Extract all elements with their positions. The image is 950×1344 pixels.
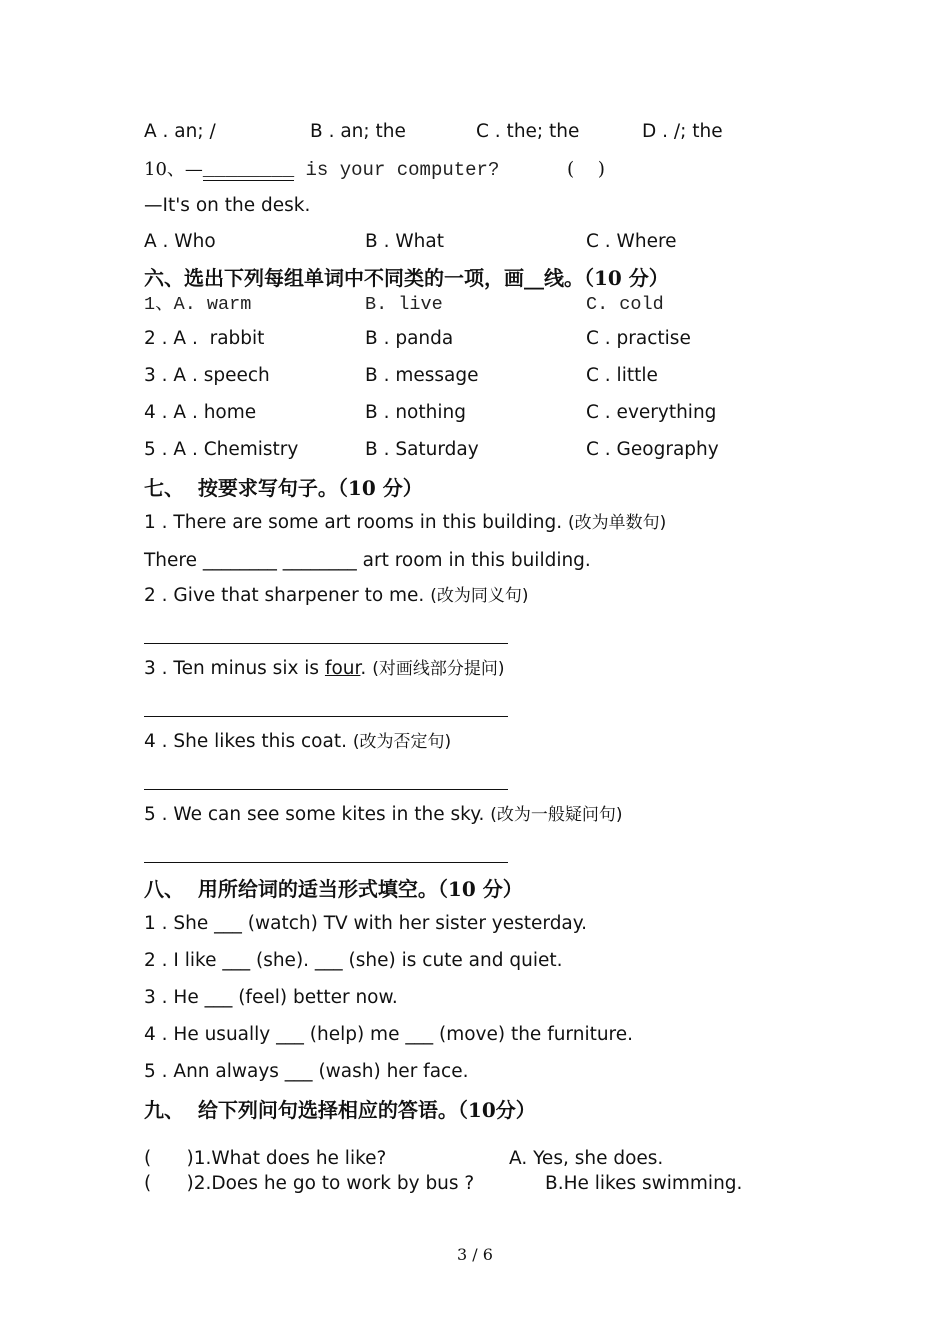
q10-text: is your computer? bbox=[294, 159, 500, 181]
sec7-q5-answer-line[interactable] bbox=[144, 862, 508, 863]
q10-prefix: 10、— bbox=[144, 159, 203, 180]
section-6-title: 六、选出下列每组单词中不同类的一项，画__线。（10 分） bbox=[144, 266, 669, 290]
sec9-q1: ( )1.What does he like? bbox=[144, 1148, 387, 1169]
sec7-q5 bbox=[144, 806, 623, 825]
q10-option-b: B . What bbox=[365, 231, 444, 252]
q9-option-c: C . the; the bbox=[476, 121, 580, 142]
sec6-row4-c: C . everything bbox=[586, 402, 717, 423]
sec7-q5-text: 5 . We can see some kites in the sky. bbox=[144, 804, 491, 825]
sec6-row5-a: 5 . A . Chemistry bbox=[144, 439, 299, 460]
sec6-row1-a: 1、A. warm bbox=[144, 294, 252, 315]
sec7-q1-answer: There ________ ________ art room in this building. bbox=[144, 550, 591, 571]
sec6-row5-c: C . Geography bbox=[586, 439, 719, 460]
sec6-row3-b: B . message bbox=[365, 365, 479, 386]
sec7-q4-note: (改为否定句) bbox=[352, 732, 452, 752]
sec8-item-3: 3 . He ___ (feel) better now. bbox=[144, 987, 398, 1008]
sec9-a1: A. Yes, she does. bbox=[509, 1148, 664, 1169]
sec7-q3 bbox=[144, 660, 504, 679]
sec7-q2-answer-line[interactable] bbox=[144, 643, 508, 644]
sec9-a2: B.He likes swimming. bbox=[545, 1173, 743, 1194]
sec6-row2-a: 2 . A . rabbit bbox=[144, 328, 265, 349]
q10-blank: ________ bbox=[202, 159, 295, 181]
sec8-item-2: 2 . I like ___ (she). ___ (she) is cute and quiet. bbox=[144, 950, 563, 971]
sec7-q2-note: (改为同义句) bbox=[430, 586, 529, 606]
sec6-row4-a: 4 . A . home bbox=[144, 402, 257, 423]
sec7-q3-pre: 3 . Ten minus six is bbox=[144, 658, 325, 679]
sec7-q4-answer-line[interactable] bbox=[144, 789, 508, 790]
q9-option-b: B . an; the bbox=[310, 121, 406, 142]
sec6-row2-b: B . panda bbox=[365, 328, 454, 349]
sec8-item-5: 5 . Ann always ___ (wash) her face. bbox=[144, 1061, 469, 1082]
section-8-title: 八、 用所给词的适当形式填空。（10 分） bbox=[144, 877, 523, 901]
sec8-item-4: 4 . He usually ___ (help) me ___ (move) the furniture. bbox=[144, 1024, 634, 1045]
q10-answer-paren: ( ) bbox=[567, 159, 605, 180]
sec7-q1 bbox=[144, 514, 666, 533]
sec7-q2-text: 2 . Give that sharpener to me. bbox=[144, 585, 431, 606]
q10-option-a: A . Who bbox=[144, 231, 216, 252]
sec8-item-1: 1 . She ___ (watch) TV with her sister yesterday. bbox=[144, 913, 587, 934]
sec7-q5-note: (改为一般疑问句) bbox=[490, 805, 623, 825]
q10-question bbox=[144, 161, 499, 181]
sec7-q3-underlined: four bbox=[324, 658, 361, 679]
sec6-row4-b: B . nothing bbox=[365, 402, 466, 423]
section-9-title: 九、 给下列问句选择相应的答语。（10分） bbox=[144, 1098, 536, 1122]
sec7-q3-post: . bbox=[360, 658, 373, 679]
sec7-q4-text: 4 . She likes this coat. bbox=[144, 731, 353, 752]
sec6-row2-c: C . practise bbox=[586, 328, 691, 349]
sec7-q1-text: 1 . There are some art rooms in this building. bbox=[144, 512, 569, 533]
sec7-q4 bbox=[144, 733, 451, 752]
q9-option-a: A . an; / bbox=[144, 121, 216, 142]
sec6-row3-a: 3 . A . speech bbox=[144, 365, 270, 386]
page-number: 3 / 6 bbox=[457, 1245, 493, 1264]
q10-answer-line: —It's on the desk. bbox=[144, 195, 311, 216]
section-7-title: 七、 按要求写句子。（10 分） bbox=[144, 476, 423, 500]
sec7-q3-note: (对画线部分提问) bbox=[372, 659, 505, 679]
sec7-q1-note: (改为单数句) bbox=[568, 513, 667, 533]
sec9-q2: ( )2.Does he go to work by bus ? bbox=[144, 1173, 475, 1194]
q10-option-c: C . Where bbox=[586, 231, 677, 252]
sec7-q2 bbox=[144, 587, 528, 606]
sec7-q3-answer-line[interactable] bbox=[144, 716, 508, 717]
sec6-row3-c: C . little bbox=[586, 365, 658, 386]
sec6-row1-b: B. live bbox=[365, 294, 443, 315]
sec6-row1-c: C. cold bbox=[586, 294, 664, 315]
q9-option-d: D . /; the bbox=[642, 121, 723, 142]
sec6-row5-b: B . Saturday bbox=[365, 439, 479, 460]
